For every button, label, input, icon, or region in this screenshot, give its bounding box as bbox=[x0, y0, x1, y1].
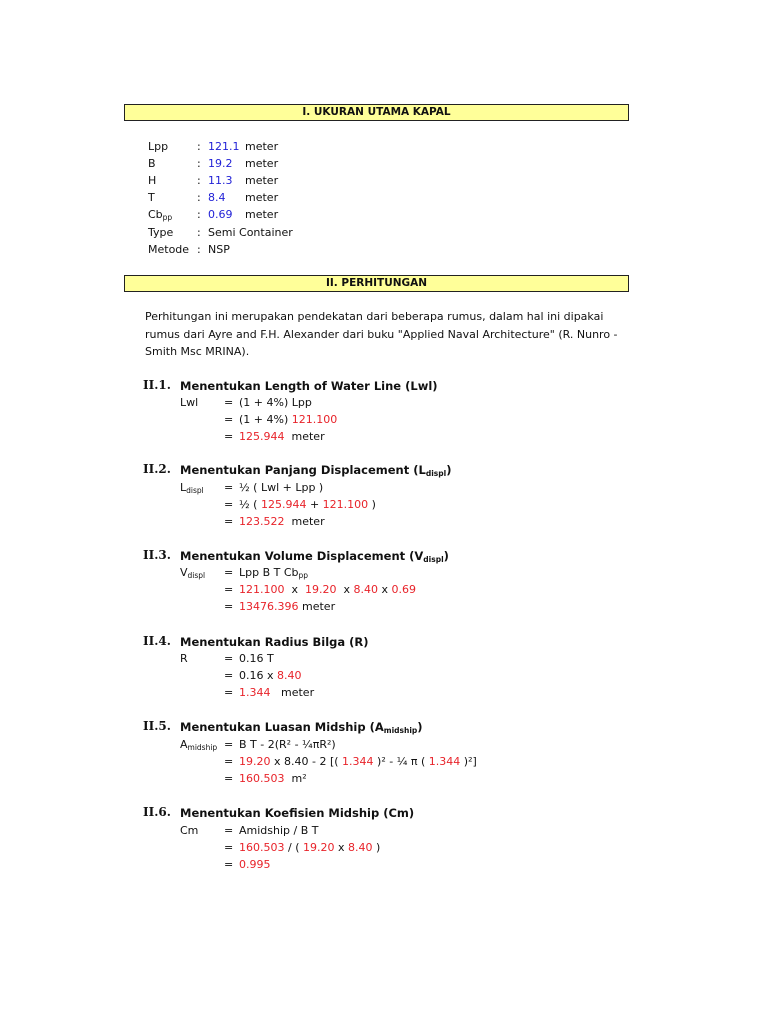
equals-sign: = bbox=[224, 669, 234, 682]
dim-label-t: T bbox=[148, 191, 155, 204]
calc-formula: Lpp B T $Cb_{pp}$ bbox=[239, 566, 309, 580]
calc-result: 1.344 meter bbox=[239, 686, 315, 699]
calc-title: Menentukan Volume Displacement $(V_{displ})$ bbox=[180, 549, 449, 564]
dim-value-lpp: 121.1 bbox=[208, 140, 240, 153]
calc-substitution: 121.100 x 19.20 x 8.40 x 0.69 bbox=[239, 583, 417, 596]
calc-substitution: 160.503 / ( 19.20 x 8.40 ) bbox=[239, 841, 381, 854]
calc-result: 160.503 m² bbox=[239, 772, 307, 785]
calc-variable: $A_{midship}$ bbox=[180, 738, 218, 752]
equals-sign: = bbox=[224, 652, 234, 665]
dim-value-metode: NSP bbox=[208, 243, 230, 256]
dim-value-h: 11.3 bbox=[208, 174, 233, 187]
dim-label-h: H bbox=[148, 174, 157, 187]
calc-variable: $V_{displ}$ bbox=[180, 566, 206, 580]
calc-result: 123.522 meter bbox=[239, 515, 325, 528]
calc-formula: (1 + 4%) Lpp bbox=[239, 396, 312, 409]
calc-formula: B T - 2(R² - ¼πR²) bbox=[239, 738, 336, 751]
equals-sign: = bbox=[224, 841, 234, 854]
equals-sign: = bbox=[224, 858, 234, 871]
calc-substitution: (1 + 4%) 121.100 bbox=[239, 413, 338, 426]
dim-unit: meter bbox=[245, 208, 279, 221]
calc-substitution: 19.20 x 8.40 - 2 [( 1.344 )² - ¼ π ( 1.344 )²] bbox=[239, 755, 477, 768]
colon: : bbox=[197, 140, 201, 153]
calc-substitution: 0.16 x 8.40 bbox=[239, 669, 302, 682]
dim-unit: meter bbox=[245, 157, 279, 170]
equals-sign: = bbox=[224, 600, 234, 613]
equals-sign: = bbox=[224, 583, 234, 596]
calc-formula: 0.16 T bbox=[239, 652, 274, 665]
dim-value-t: 8.4 bbox=[208, 191, 226, 204]
equals-sign: = bbox=[224, 824, 234, 837]
calc-variable: Lwl bbox=[180, 396, 199, 409]
colon: : bbox=[197, 226, 201, 239]
dim-label-lpp: Lpp bbox=[148, 140, 169, 153]
equals-sign: = bbox=[224, 498, 234, 511]
equals-sign: = bbox=[224, 755, 234, 768]
equals-sign: = bbox=[224, 738, 234, 751]
dim-label-cbpp: $Cb_{pp}$ bbox=[148, 208, 173, 222]
dim-value-b: 19.2 bbox=[208, 157, 233, 170]
calc-formula: ½ ( Lwl + Lpp ) bbox=[239, 481, 324, 494]
equals-sign: = bbox=[224, 413, 234, 426]
calc-title: Menentukan Koefisien Midship (Cm) bbox=[180, 806, 415, 820]
colon: : bbox=[197, 243, 201, 256]
dim-unit: meter bbox=[245, 140, 279, 153]
equals-sign: = bbox=[224, 430, 234, 443]
colon: : bbox=[197, 208, 201, 221]
equals-sign: = bbox=[224, 515, 234, 528]
dim-label-type: Type bbox=[148, 226, 174, 239]
section-header-1: I. UKURAN UTAMA KAPAL bbox=[124, 104, 629, 121]
calc-title: Menentukan Length of Water Line (Lwl) bbox=[180, 379, 438, 393]
colon: : bbox=[197, 157, 201, 170]
dim-unit: meter bbox=[245, 191, 279, 204]
calc-variable: Cm bbox=[180, 824, 199, 837]
colon: : bbox=[197, 174, 201, 187]
equals-sign: = bbox=[224, 566, 234, 579]
dim-value-type: Semi Container bbox=[208, 226, 293, 239]
dim-label-b: B bbox=[148, 157, 156, 170]
calc-result: 125.944 meter bbox=[239, 430, 325, 443]
calc-result: 13476.396 meter bbox=[239, 600, 336, 613]
calc-number: II.5. bbox=[143, 719, 171, 733]
intro-paragraph: Perhitungan ini merupakan pendekatan dari beberapa rumus, dalam hal ini dipakai rumus dari Ayre and F.H. Alexander dari buku "Applied Naval Architecture" (R. Nunro - Smith Msc MRINA). bbox=[145, 310, 618, 358]
calc-number: II.4. bbox=[143, 634, 171, 648]
calc-variable: $L_{displ}$ bbox=[180, 481, 204, 495]
equals-sign: = bbox=[224, 481, 234, 494]
calc-number: II.3. bbox=[143, 548, 171, 562]
equals-sign: = bbox=[224, 772, 234, 785]
section-header-2: II. PERHITUNGAN bbox=[124, 275, 629, 292]
equals-sign: = bbox=[224, 686, 234, 699]
calc-title: Menentukan Panjang Displacement $(L_{displ})$ bbox=[180, 463, 452, 478]
colon: : bbox=[197, 191, 201, 204]
dim-label-metode: Metode bbox=[148, 243, 190, 256]
calc-variable: R bbox=[180, 652, 188, 665]
calc-title: Menentukan Radius Bilga (R) bbox=[180, 635, 369, 649]
dim-value-cbpp: 0.69 bbox=[208, 208, 233, 221]
calc-number: II.1. bbox=[143, 378, 171, 392]
calc-title: Menentukan Luasan Midship $(A_{midship})$ bbox=[180, 720, 423, 735]
calc-result: 0.995 bbox=[239, 858, 271, 871]
dim-unit: meter bbox=[245, 174, 279, 187]
equals-sign: = bbox=[224, 396, 234, 409]
calc-formula: Amidship / B T bbox=[239, 824, 319, 837]
calc-substitution: ½ ( 125.944 + 121.100 ) bbox=[239, 498, 376, 511]
calc-number: II.2. bbox=[143, 462, 171, 476]
calc-number: II.6. bbox=[143, 805, 171, 819]
